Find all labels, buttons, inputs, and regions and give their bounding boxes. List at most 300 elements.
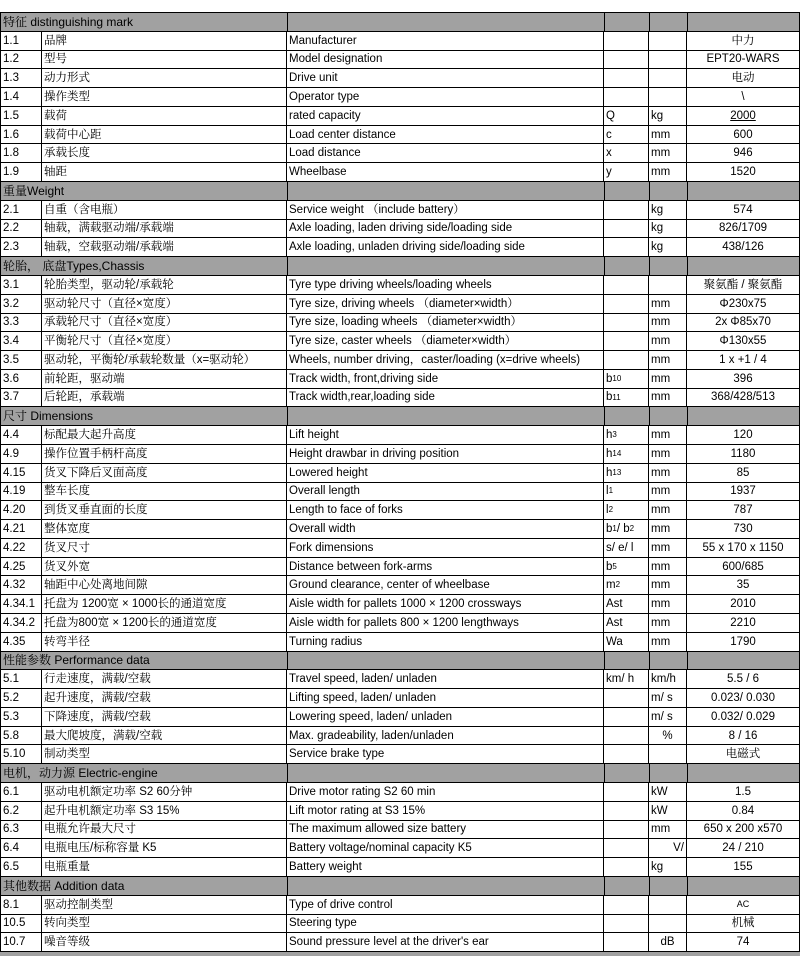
row-value-text: 1 x +1 / 4 bbox=[719, 353, 767, 366]
row-value-cell bbox=[687, 32, 799, 50]
row-value-text: 1.5 bbox=[735, 785, 751, 798]
row-english-label-cell: Model designation bbox=[287, 51, 604, 69]
table-row bbox=[1, 238, 799, 257]
row-chinese-label-cell: 后轮距，承载端 bbox=[42, 389, 287, 407]
row-unit-cell: mm bbox=[649, 633, 687, 651]
row-index-cell: 2.1 bbox=[1, 201, 42, 219]
row-chinese-label-cell: 转弯半径 bbox=[42, 633, 287, 651]
row-value-cell bbox=[687, 670, 799, 688]
row-english-label-cell: Type of drive control bbox=[287, 896, 604, 914]
row-value-text: Φ130x55 bbox=[719, 335, 767, 348]
section-empty-symbol bbox=[605, 764, 650, 782]
row-symbol-cell bbox=[604, 708, 649, 726]
section-empty-en bbox=[288, 652, 605, 670]
row-value-cell bbox=[687, 520, 799, 538]
row-index-cell: 4.32 bbox=[1, 576, 42, 594]
spec-table bbox=[0, 12, 800, 952]
row-index-cell: 4.15 bbox=[1, 464, 42, 482]
table-row bbox=[1, 445, 799, 464]
section-title: 尺寸 Dimensions bbox=[1, 407, 288, 425]
row-value-cell bbox=[687, 783, 799, 801]
row-value-text: 826/1709 bbox=[719, 222, 767, 235]
section-empty-symbol bbox=[605, 652, 650, 670]
table-row bbox=[1, 896, 799, 915]
row-symbol-cell bbox=[604, 238, 649, 256]
row-value-cell bbox=[687, 445, 799, 463]
row-chinese-label-cell: 下降速度，满载/空载 bbox=[42, 708, 287, 726]
row-unit-cell: mm bbox=[649, 314, 687, 332]
row-chinese-label-cell: 型号 bbox=[42, 51, 287, 69]
row-english-label-cell: Lift height bbox=[287, 426, 604, 444]
table-row bbox=[1, 539, 799, 558]
section-empty-unit bbox=[650, 13, 688, 31]
row-index-cell: 4.4 bbox=[1, 426, 42, 444]
row-symbol-cell: h 3 bbox=[604, 426, 649, 444]
row-value-cell bbox=[687, 426, 799, 444]
row-english-label-cell: Lowered height bbox=[287, 464, 604, 482]
row-unit-cell bbox=[649, 915, 687, 933]
row-unit-cell: mm bbox=[649, 539, 687, 557]
row-value-text: 438/126 bbox=[722, 241, 764, 254]
row-value-text: 8 / 16 bbox=[728, 729, 758, 742]
row-chinese-label-cell: 自重（含电瓶） bbox=[42, 201, 287, 219]
row-unit-cell bbox=[649, 69, 687, 87]
row-index-cell: 6.4 bbox=[1, 839, 42, 857]
section-empty-symbol bbox=[605, 13, 650, 31]
row-english-label-cell: Manufacturer bbox=[287, 32, 604, 50]
row-value-text: Φ230x75 bbox=[719, 297, 767, 310]
row-chinese-label-cell: 承载长度 bbox=[42, 144, 287, 162]
table-row bbox=[1, 107, 799, 126]
table-row bbox=[1, 839, 799, 858]
row-index-cell: 1.1 bbox=[1, 32, 42, 50]
row-unit-cell bbox=[649, 32, 687, 50]
table-row bbox=[1, 201, 799, 220]
section-empty-en bbox=[288, 877, 605, 895]
row-chinese-label-cell: 货叉尺寸 bbox=[42, 539, 287, 557]
row-symbol-cell: l 1 bbox=[604, 483, 649, 501]
row-symbol-cell bbox=[604, 821, 649, 839]
section-empty-unit bbox=[650, 182, 688, 200]
section-title: 其他数据 Addition data bbox=[1, 877, 288, 895]
row-chinese-label-cell: 驱动轮尺寸（直径×宽度） bbox=[42, 295, 287, 313]
row-unit-cell: kg bbox=[649, 220, 687, 238]
row-symbol-cell: Q bbox=[604, 107, 649, 125]
row-english-label-cell: Axle loading, laden driving side/loading side bbox=[287, 220, 604, 238]
row-value-text: 787 bbox=[733, 504, 753, 517]
table-row bbox=[1, 69, 799, 88]
row-value-cell bbox=[687, 539, 799, 557]
section-header-row bbox=[1, 764, 799, 783]
section-empty-en bbox=[288, 764, 605, 782]
row-value-text: 946 bbox=[733, 147, 753, 160]
section-header-row bbox=[1, 257, 799, 276]
row-index-cell: 3.2 bbox=[1, 295, 42, 313]
row-chinese-label-cell: 标配最大起升高度 bbox=[42, 426, 287, 444]
row-value-cell bbox=[687, 163, 799, 181]
row-symbol-cell bbox=[604, 51, 649, 69]
row-value-text: 电动 bbox=[731, 72, 755, 85]
section-header-row bbox=[1, 652, 799, 671]
table-row bbox=[1, 689, 799, 708]
row-value-cell bbox=[687, 276, 799, 294]
row-unit-cell: mm bbox=[649, 351, 687, 369]
section-title: 特征 distinguishing mark bbox=[1, 13, 288, 31]
row-chinese-label-cell: 轴载，空载驱动端/承载端 bbox=[42, 238, 287, 256]
section-empty-symbol bbox=[605, 407, 650, 425]
section-empty-value bbox=[688, 257, 799, 275]
table-row bbox=[1, 501, 799, 520]
row-value-cell bbox=[687, 839, 799, 857]
row-chinese-label-cell: 驱动电机额定功率 S2 60分钟 bbox=[42, 783, 287, 801]
row-english-label-cell: Tyre size, loading wheels （diameter×width） bbox=[287, 314, 604, 332]
row-index-cell: 6.2 bbox=[1, 802, 42, 820]
row-unit-cell: kW bbox=[649, 783, 687, 801]
row-chinese-label-cell: 托盘为800宽 × 1200长的通道宽度 bbox=[42, 614, 287, 632]
row-value-cell bbox=[687, 144, 799, 162]
row-english-label-cell: Tyre size, caster wheels （diameter×width） bbox=[287, 332, 604, 350]
row-english-label-cell: Sound pressure level at the driver's ear bbox=[287, 933, 604, 951]
row-symbol-cell: h 13 bbox=[604, 464, 649, 482]
row-value-cell bbox=[687, 595, 799, 613]
row-value-cell bbox=[687, 933, 799, 951]
row-symbol-cell bbox=[604, 201, 649, 219]
table-row bbox=[1, 727, 799, 746]
row-value-text: 中力 bbox=[731, 34, 755, 47]
row-value-text: 574 bbox=[733, 203, 753, 216]
row-value-cell bbox=[687, 126, 799, 144]
row-index-cell: 3.6 bbox=[1, 370, 42, 388]
table-row bbox=[1, 163, 799, 182]
row-value-text: EPT20-WARS bbox=[706, 53, 780, 66]
table-row bbox=[1, 933, 799, 951]
row-english-label-cell: Track width,rear,loading side bbox=[287, 389, 604, 407]
row-english-label-cell: Fork dimensions bbox=[287, 539, 604, 557]
row-chinese-label-cell: 轴载，满载驱动端/承载端 bbox=[42, 220, 287, 238]
row-english-label-cell: Drive unit bbox=[287, 69, 604, 87]
row-index-cell: 1.6 bbox=[1, 126, 42, 144]
row-chinese-label-cell: 制动类型 bbox=[42, 745, 287, 763]
row-unit-cell: kg bbox=[649, 858, 687, 876]
row-value-cell bbox=[687, 689, 799, 707]
row-symbol-cell bbox=[604, 220, 649, 238]
section-title: 电机，动力源 Electric-engine bbox=[1, 764, 288, 782]
section-header-row bbox=[1, 877, 799, 896]
row-unit-cell: mm bbox=[649, 163, 687, 181]
row-value-cell bbox=[687, 708, 799, 726]
row-index-cell: 1.9 bbox=[1, 163, 42, 181]
row-value-text: 35 bbox=[736, 579, 750, 592]
row-index-cell: 1.8 bbox=[1, 144, 42, 162]
row-value-text: 2010 bbox=[730, 598, 756, 611]
row-symbol-cell bbox=[604, 88, 649, 106]
row-index-cell: 6.3 bbox=[1, 821, 42, 839]
row-value-text: 1520 bbox=[730, 166, 756, 179]
row-chinese-label-cell: 整车长度 bbox=[42, 483, 287, 501]
table-row bbox=[1, 332, 799, 351]
row-index-cell: 4.35 bbox=[1, 633, 42, 651]
row-value-cell bbox=[687, 896, 799, 914]
section-empty-value bbox=[688, 182, 799, 200]
row-symbol-cell bbox=[604, 351, 649, 369]
row-index-cell: 10.7 bbox=[1, 933, 42, 951]
row-value-cell bbox=[687, 501, 799, 519]
row-unit-cell: mm bbox=[649, 614, 687, 632]
row-index-cell: 6.1 bbox=[1, 783, 42, 801]
section-empty-unit bbox=[650, 407, 688, 425]
row-value-text: 155 bbox=[733, 861, 753, 874]
row-symbol-cell bbox=[604, 295, 649, 313]
row-chinese-label-cell: 载荷中心距 bbox=[42, 126, 287, 144]
row-value-text: 1937 bbox=[730, 485, 756, 498]
row-symbol-cell bbox=[604, 858, 649, 876]
row-english-label-cell: Lift motor rating at S3 15% bbox=[287, 802, 604, 820]
row-english-label-cell: Overall width bbox=[287, 520, 604, 538]
row-value-text: 2210 bbox=[730, 616, 756, 629]
row-index-cell: 4.34.2 bbox=[1, 614, 42, 632]
row-unit-cell: mm bbox=[649, 595, 687, 613]
row-chinese-label-cell: 操作位置手柄杆高度 bbox=[42, 445, 287, 463]
row-unit-cell: mm bbox=[649, 389, 687, 407]
row-value-text: 600 bbox=[733, 128, 753, 141]
row-chinese-label-cell: 最大爬坡度，满载/空载 bbox=[42, 727, 287, 745]
row-unit-cell: m/ s bbox=[649, 708, 687, 726]
row-value-cell bbox=[687, 238, 799, 256]
row-unit-cell: mm bbox=[649, 821, 687, 839]
row-value-text: 5.5 / 6 bbox=[727, 673, 759, 686]
section-empty-symbol bbox=[605, 877, 650, 895]
row-symbol-cell bbox=[604, 783, 649, 801]
row-chinese-label-cell: 起升速度，满载/空载 bbox=[42, 689, 287, 707]
section-empty-unit bbox=[650, 257, 688, 275]
row-chinese-label-cell: 承载轮尺寸（直径×宽度） bbox=[42, 314, 287, 332]
row-value-text: 650 x 200 x570 bbox=[703, 823, 783, 836]
row-chinese-label-cell: 轴距 bbox=[42, 163, 287, 181]
row-symbol-cell bbox=[604, 802, 649, 820]
row-unit-cell: mm bbox=[649, 501, 687, 519]
row-symbol-cell: b 1 / b 2 bbox=[604, 520, 649, 538]
row-unit-cell: kg bbox=[649, 107, 687, 125]
table-row bbox=[1, 745, 799, 764]
row-symbol-cell: km/ h bbox=[604, 670, 649, 688]
row-symbol-cell: Wa bbox=[604, 633, 649, 651]
row-english-label-cell: Battery voltage/nominal capacity K5 bbox=[287, 839, 604, 857]
row-value-cell bbox=[687, 107, 799, 125]
row-index-cell: 5.10 bbox=[1, 745, 42, 763]
table-row bbox=[1, 670, 799, 689]
row-unit-cell: mm bbox=[649, 445, 687, 463]
row-chinese-label-cell: 轮胎类型，驱动轮/承载轮 bbox=[42, 276, 287, 294]
row-chinese-label-cell: 驱动轮，平衡轮/承载轮数量（x=驱动轮） bbox=[42, 351, 287, 369]
row-index-cell: 2.2 bbox=[1, 220, 42, 238]
row-english-label-cell: Service brake type bbox=[287, 745, 604, 763]
row-value-cell bbox=[687, 558, 799, 576]
table-row bbox=[1, 915, 799, 934]
row-symbol-cell: y bbox=[604, 163, 649, 181]
section-header-row bbox=[1, 182, 799, 201]
row-value-text: AC bbox=[736, 898, 750, 909]
row-value-text: 600/685 bbox=[722, 560, 764, 573]
row-value-cell bbox=[687, 69, 799, 87]
row-chinese-label-cell: 动力形式 bbox=[42, 69, 287, 87]
row-value-cell bbox=[687, 915, 799, 933]
table-row bbox=[1, 576, 799, 595]
table-row bbox=[1, 483, 799, 502]
row-value-text: 2000 bbox=[730, 109, 756, 122]
row-english-label-cell: Aisle width for pallets 800 × 1200 lengthways bbox=[287, 614, 604, 632]
row-value-text: 120 bbox=[733, 429, 753, 442]
table-row bbox=[1, 426, 799, 445]
row-unit-cell: kg bbox=[649, 238, 687, 256]
row-chinese-label-cell: 转向类型 bbox=[42, 915, 287, 933]
row-value-cell bbox=[687, 858, 799, 876]
section-empty-symbol bbox=[605, 182, 650, 200]
row-symbol-cell bbox=[604, 839, 649, 857]
row-symbol-cell: l 2 bbox=[604, 501, 649, 519]
row-chinese-label-cell: 前轮距，驱动端 bbox=[42, 370, 287, 388]
section-header-row bbox=[1, 407, 799, 426]
row-index-cell: 4.22 bbox=[1, 539, 42, 557]
row-english-label-cell: Operator type bbox=[287, 88, 604, 106]
table-row bbox=[1, 520, 799, 539]
row-value-text: 0.032/ 0.029 bbox=[711, 710, 775, 723]
row-symbol-cell: b 5 bbox=[604, 558, 649, 576]
row-value-cell bbox=[687, 614, 799, 632]
row-symbol-cell bbox=[604, 915, 649, 933]
table-row bbox=[1, 32, 799, 51]
row-unit-cell: mm bbox=[649, 426, 687, 444]
row-index-cell: 3.4 bbox=[1, 332, 42, 350]
row-english-label-cell: Distance between fork-arms bbox=[287, 558, 604, 576]
row-unit-cell: mm bbox=[649, 520, 687, 538]
table-row bbox=[1, 614, 799, 633]
row-index-cell: 8.1 bbox=[1, 896, 42, 914]
row-unit-cell: km/h bbox=[649, 670, 687, 688]
table-row bbox=[1, 821, 799, 840]
row-value-cell bbox=[687, 220, 799, 238]
row-english-label-cell: Aisle width for pallets 1000 × 1200 crossways bbox=[287, 595, 604, 613]
row-value-cell bbox=[687, 727, 799, 745]
section-title: 轮胎， 底盘Types,Chassis bbox=[1, 257, 288, 275]
row-value-cell bbox=[687, 821, 799, 839]
row-chinese-label-cell: 驱动控制类型 bbox=[42, 896, 287, 914]
row-value-text: 0.023/ 0.030 bbox=[711, 691, 775, 704]
row-symbol-cell: Ast bbox=[604, 595, 649, 613]
row-english-label-cell: Load distance bbox=[287, 144, 604, 162]
row-chinese-label-cell: 电瓶重量 bbox=[42, 858, 287, 876]
section-empty-en bbox=[288, 182, 605, 200]
section-title: 性能参数 Performance data bbox=[1, 652, 288, 670]
table-row bbox=[1, 389, 799, 408]
row-symbol-cell: b 11 bbox=[604, 389, 649, 407]
row-english-label-cell: Track width, front,driving side bbox=[287, 370, 604, 388]
row-symbol-cell: s/ e/ l bbox=[604, 539, 649, 557]
row-index-cell: 4.34.1 bbox=[1, 595, 42, 613]
row-unit-cell bbox=[649, 745, 687, 763]
row-english-label-cell: Ground clearance, center of wheelbase bbox=[287, 576, 604, 594]
row-english-label-cell: Axle loading, unladen driving side/loading side bbox=[287, 238, 604, 256]
row-index-cell: 1.2 bbox=[1, 51, 42, 69]
row-index-cell: 3.5 bbox=[1, 351, 42, 369]
row-unit-cell: mm bbox=[649, 144, 687, 162]
row-value-text: 85 bbox=[736, 466, 750, 479]
row-symbol-cell bbox=[604, 689, 649, 707]
table-row bbox=[1, 802, 799, 821]
row-index-cell: 5.8 bbox=[1, 727, 42, 745]
table-row bbox=[1, 126, 799, 145]
table-row bbox=[1, 558, 799, 577]
row-symbol-cell bbox=[604, 933, 649, 951]
table-row bbox=[1, 708, 799, 727]
row-index-cell: 2.3 bbox=[1, 238, 42, 256]
row-value-text: 1790 bbox=[730, 635, 756, 648]
row-unit-cell: mm bbox=[649, 126, 687, 144]
table-row bbox=[1, 295, 799, 314]
section-title: 重量Weight bbox=[1, 182, 288, 200]
table-row bbox=[1, 144, 799, 163]
row-english-label-cell: Drive motor rating S2 60 min bbox=[287, 783, 604, 801]
row-english-label-cell: Service weight （include battery） bbox=[287, 201, 604, 219]
row-chinese-label-cell: 品牌 bbox=[42, 32, 287, 50]
row-chinese-label-cell: 平衡轮尺寸（直径×宽度） bbox=[42, 332, 287, 350]
row-chinese-label-cell: 行走速度，满载/空载 bbox=[42, 670, 287, 688]
row-symbol-cell: Ast bbox=[604, 614, 649, 632]
row-english-label-cell: Tyre type driving wheels/loading wheels bbox=[287, 276, 604, 294]
row-unit-cell: V/ bbox=[649, 839, 687, 857]
row-chinese-label-cell: 操作类型 bbox=[42, 88, 287, 106]
row-english-label-cell: Wheels, number driving，caster/loading (x=drive wheels) bbox=[287, 351, 604, 369]
row-value-text: 聚氨酯 / 聚氨酯 bbox=[703, 278, 783, 291]
row-value-text: 55 x 170 x 1150 bbox=[702, 541, 784, 554]
row-unit-cell: mm bbox=[649, 464, 687, 482]
row-value-cell bbox=[687, 201, 799, 219]
row-value-text: 2x Φ85x70 bbox=[715, 316, 771, 329]
row-index-cell: 1.3 bbox=[1, 69, 42, 87]
row-index-cell: 1.5 bbox=[1, 107, 42, 125]
row-index-cell: 4.9 bbox=[1, 445, 42, 463]
row-value-text: 24 / 210 bbox=[722, 842, 764, 855]
row-index-cell: 5.3 bbox=[1, 708, 42, 726]
row-value-text: 74 bbox=[736, 936, 750, 949]
row-symbol-cell bbox=[604, 332, 649, 350]
row-chinese-label-cell: 货叉下降后叉面高度 bbox=[42, 464, 287, 482]
section-empty-unit bbox=[650, 877, 688, 895]
row-index-cell: 3.7 bbox=[1, 389, 42, 407]
row-unit-cell bbox=[649, 896, 687, 914]
table-row bbox=[1, 351, 799, 370]
row-value-cell bbox=[687, 295, 799, 313]
row-chinese-label-cell: 轴距中心处离地间隙 bbox=[42, 576, 287, 594]
row-symbol-cell bbox=[604, 276, 649, 294]
row-unit-cell: dB bbox=[649, 933, 687, 951]
section-empty-value bbox=[688, 764, 799, 782]
row-symbol-cell: b 10 bbox=[604, 370, 649, 388]
row-index-cell: 10.5 bbox=[1, 915, 42, 933]
row-unit-cell bbox=[649, 276, 687, 294]
table-row bbox=[1, 370, 799, 389]
row-english-label-cell: Turning radius bbox=[287, 633, 604, 651]
row-symbol-cell bbox=[604, 32, 649, 50]
table-row bbox=[1, 464, 799, 483]
table-row bbox=[1, 783, 799, 802]
row-english-label-cell: Load center distance bbox=[287, 126, 604, 144]
section-empty-value bbox=[688, 877, 799, 895]
row-english-label-cell: The maximum allowed size battery bbox=[287, 821, 604, 839]
row-value-cell bbox=[687, 576, 799, 594]
section-empty-unit bbox=[650, 652, 688, 670]
row-chinese-label-cell: 电瓶电压/标称容量 K5 bbox=[42, 839, 287, 857]
row-value-text: 1180 bbox=[730, 447, 756, 460]
